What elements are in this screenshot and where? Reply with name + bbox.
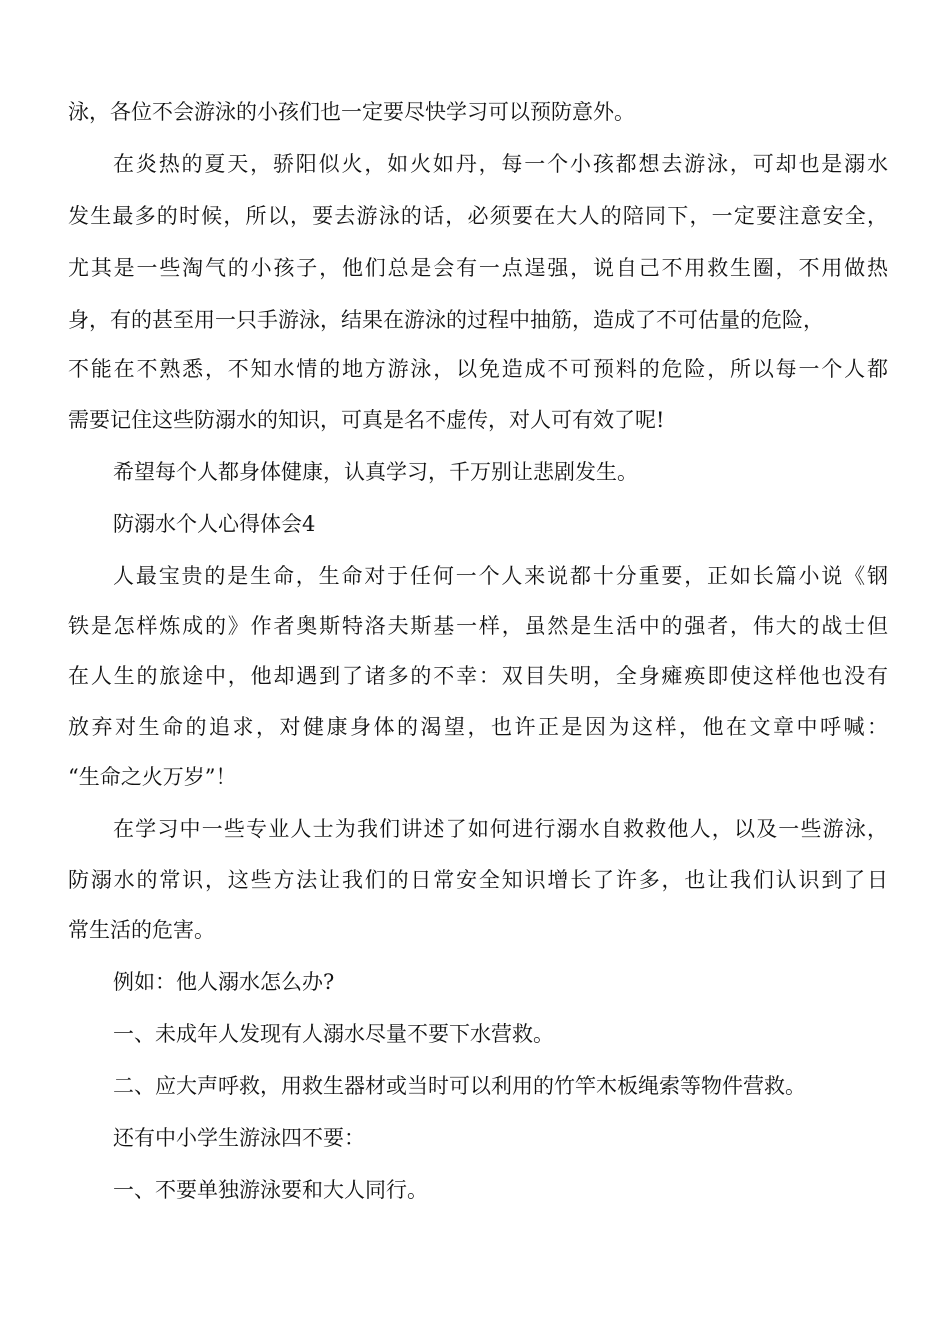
text-line: 一、不要单独游泳要和大人同行。 — [113, 1178, 428, 1202]
section-heading: 防溺水个人心得体会4 — [113, 512, 316, 536]
text-line: “生命之火万岁”！ — [68, 765, 237, 789]
text-line: 还有中小学生游泳四不要： — [113, 1126, 365, 1150]
text-line: 身，有的甚至用一只手游泳，结果在游泳的过程中抽筋，造成了不可估量的危险， — [68, 308, 824, 332]
text-line: 需要记住这些防溺水的知识，可真是名不虚传，对人可有效了呢! — [68, 408, 665, 432]
text-line: 希望每个人都身体健康，认真学习，千万别让悲剧发生。 — [113, 460, 638, 484]
text-line: 例如：他人溺水怎么办? — [113, 970, 335, 994]
text-line: 在炎热的夏天，骄阳似火，如火如丹，每一个小孩都想去游泳，可却也是溺水 — [113, 152, 888, 176]
text-line: 放弃对生命的追求，对健康身体的渴望，也许正是因为这样，他在文章中呼喊： — [68, 715, 888, 739]
text-line: 一、未成年人发现有人溺水尽量不要下水营救。 — [113, 1022, 554, 1046]
text-line: 常生活的危害。 — [68, 918, 215, 942]
text-line: 二、应大声呼救，用救生器材或当时可以利用的竹竿木板绳索等物件营救。 — [113, 1074, 806, 1098]
text-line: 泳，各位不会游泳的小孩们也一定要尽快学习可以预防意外。 — [68, 100, 635, 124]
text-line: 在学习中一些专业人士为我们讲述了如何进行溺水自救救他人，以及一些游泳， — [113, 817, 888, 841]
text-line: 在人生的旅途中，他却遇到了诸多的不幸：双目失明，全身瘫痪即使这样他也没有 — [68, 664, 888, 688]
text-line: 人最宝贵的是生命，生命对于任何一个人来说都十分重要，正如长篇小说《钢 — [113, 564, 888, 588]
text-line: 铁是怎样炼成的》作者奥斯特洛夫斯基一样，虽然是生活中的强者，伟大的战士但 — [68, 614, 888, 638]
text-line: 防溺水的常识，这些方法让我们的日常安全知识增长了许多，也让我们认识到了日 — [68, 868, 888, 892]
text-line: 尤其是一些淘气的小孩子，他们总是会有一点逞强，说自己不用救生圈，不用做热 — [68, 256, 888, 280]
text-line: 不能在不熟悉，不知水情的地方游泳，以免造成不可预料的危险，所以每一个人都 — [68, 357, 888, 381]
text-line: 发生最多的时候，所以，要去游泳的话，必须要在大人的陪同下，一定要注意安全， — [68, 204, 888, 228]
